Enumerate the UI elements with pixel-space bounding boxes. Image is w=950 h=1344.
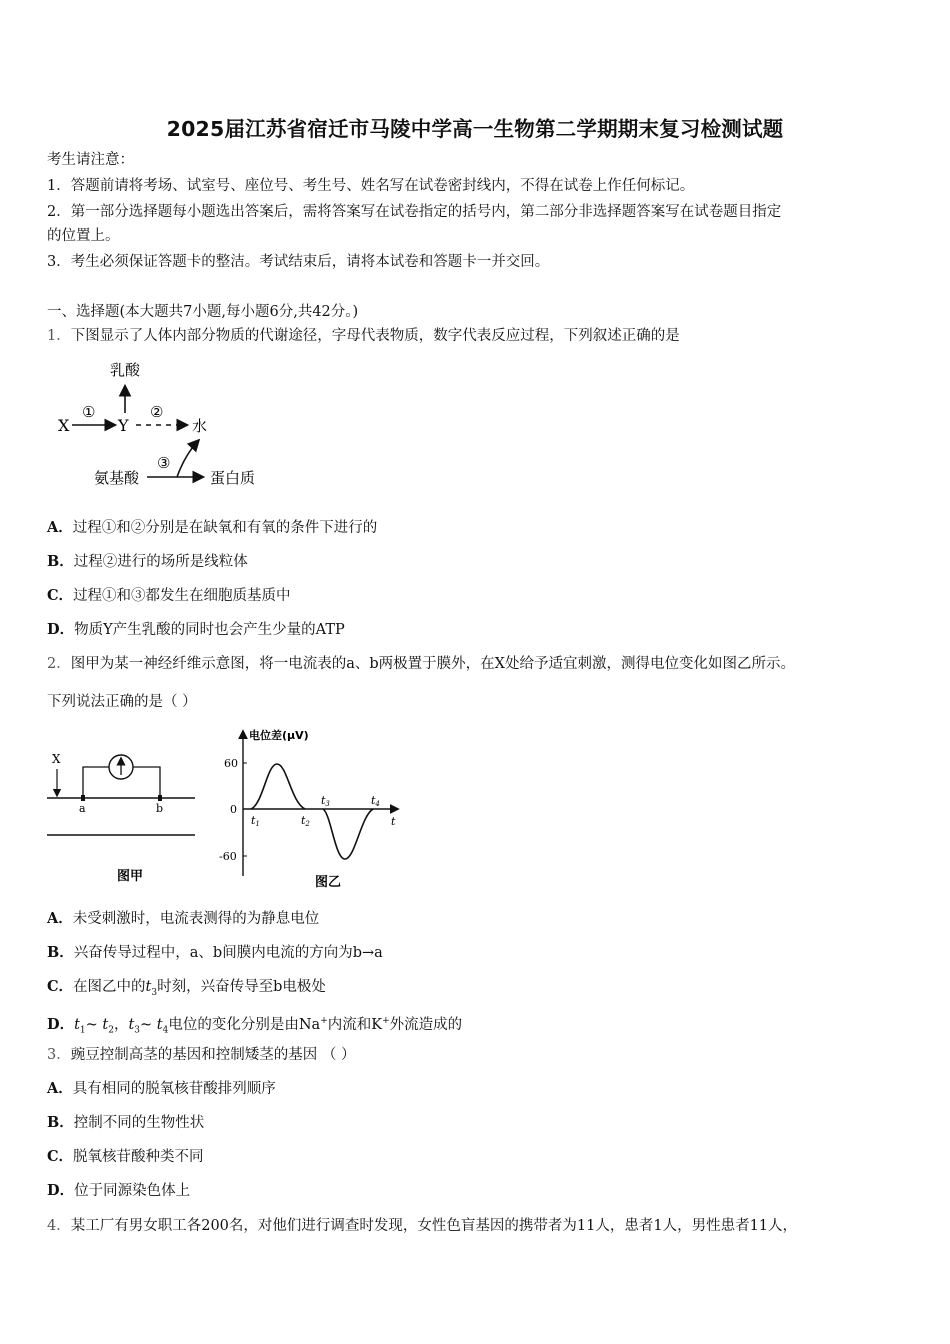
q3-option-a: A．具有相同的脱氧核苷酸排列顺序: [47, 1080, 276, 1097]
question-4-number: 4．: [47, 1218, 71, 1234]
q3-option-d: D．位于同源染色体上: [47, 1182, 191, 1199]
question-3-number: 3．: [47, 1047, 71, 1063]
question-4-stem: 某工厂有男女职工各200名，对他们进行调查时发现，女性色盲基因的携带者为11人，患者1人，男性患者11人，: [70, 1218, 798, 1234]
diagram-water: 水: [192, 417, 208, 435]
diagram-step-2: ②: [150, 403, 164, 421]
diagram-lactic-acid: 乳酸: [110, 361, 141, 379]
q1-option-c: C．过程①和③都发生在细胞质基质中: [47, 587, 291, 604]
notice-heading: 考生请注意：: [47, 152, 134, 168]
q3-option-b: B．控制不同的生物性状: [47, 1114, 205, 1131]
notice-item-1: 1．答题前请将考场、试室号、座位号、考生号、姓名写在试卷密封线内，不得在试卷上作任何标记。: [47, 178, 695, 194]
question-4: [47, 1216, 797, 1236]
section-heading: 一、选择题(本大题共7小题,每小题6分,共42分。): [47, 304, 359, 320]
wire-left: [83, 767, 109, 798]
q1-option-a: A．过程①和②分别是在缺氧和有氧的条件下进行的: [47, 519, 378, 536]
page-title: 2025届江苏省宿迁市马陵中学高一生物第二学期期末复习检测试题: [166, 117, 784, 141]
q2-option-b: B．兴奋传导过程中，a、b间膜内电流的方向为b→a: [47, 944, 383, 961]
diagram-protein: 蛋白质: [210, 469, 256, 487]
diagram-y: Y: [118, 416, 129, 435]
graph-y-label: 电位差(μV): [249, 729, 309, 742]
diagram-amino-acid: 氨基酸: [94, 469, 140, 487]
q2-option-a: A．未受刺激时，电流表测得的为静息电位: [47, 910, 320, 927]
figure-potential-graph: [215, 724, 410, 894]
diagram-step-1: ①: [82, 403, 96, 421]
question-2: [47, 654, 795, 674]
fig-b-caption: 图乙: [315, 875, 342, 890]
electrode-b: [158, 795, 162, 801]
diagram-x: X: [58, 416, 70, 435]
question-1-stem: 下图显示了人体内部分物质的代谢途径，字母代表物质，数字代表反应过程，下列叙述正确的是: [70, 328, 680, 344]
fig-a-caption: 图甲: [117, 869, 144, 884]
question-2-stem-2: 下列说法正确的是（ ）: [47, 694, 197, 710]
graph-positive-wave: [251, 764, 305, 809]
graph-tick-0: 0: [230, 803, 237, 816]
graph-t2: t2: [301, 814, 310, 828]
question-3: [47, 1045, 355, 1065]
question-1: [47, 326, 680, 346]
graph-t3: t3: [321, 794, 330, 808]
notice-item-3: 3．考生必须保证答题卡的整洁。考试结束后，请将本试卷和答题卡一并交回。: [47, 254, 550, 270]
notice-item-2: 2．第一部分选择题每小题选出答案后，需将答案写在试卷指定的括号内，第二部分非选择题答案写在试卷题目指定: [47, 204, 782, 220]
question-1-number: 1．: [47, 328, 71, 344]
electrode-a: [81, 795, 85, 801]
graph-x-label: t: [391, 815, 396, 828]
figure-nerve-fiber: [45, 745, 205, 890]
q2-option-c: C．在图乙中的$t_3$时刻，兴奋传导至b电极处: [47, 978, 326, 998]
wire-right: [133, 767, 160, 798]
fig-a-label-b: b: [156, 802, 164, 815]
graph-t4: t4: [371, 794, 380, 808]
arrow-branch-to-water: [177, 441, 198, 477]
q3-option-c: C．脱氧核苷酸种类不同: [47, 1148, 204, 1165]
graph-tick-minus-60: -60: [219, 850, 237, 863]
q1-option-d: D．物质Y产生乳酸的同时也会产生少量的ATP: [47, 621, 345, 638]
graph-tick-60: 60: [224, 757, 238, 770]
question-2-number: 2．: [47, 656, 71, 672]
question-2-stem: 图甲为某一神经纤维示意图，将一电流表的a、b两极置于膜外，在X处给予适宜刺激，测得电位变化如图乙所示。: [70, 656, 795, 672]
fig-a-label-a: a: [79, 802, 86, 815]
metabolism-diagram: [52, 355, 282, 500]
notice-item-2-cont: 的位置上。: [47, 228, 120, 244]
graph-t1: t1: [251, 814, 260, 828]
question-3-stem: 豌豆控制高茎的基因和控制矮茎的基因 （ ）: [70, 1047, 356, 1063]
q2-option-d: D．$t_1\sim$ $t_2$，$t_3\sim$ $t_4$电位的变化分别是由Na+内流和K+外流造成的: [47, 1015, 463, 1036]
fig-a-stimulus-x: X: [52, 752, 61, 766]
diagram-step-3: ③: [157, 454, 171, 472]
q1-option-b: B．过程②进行的场所是线粒体: [47, 553, 248, 570]
graph-negative-wave: [323, 809, 373, 859]
